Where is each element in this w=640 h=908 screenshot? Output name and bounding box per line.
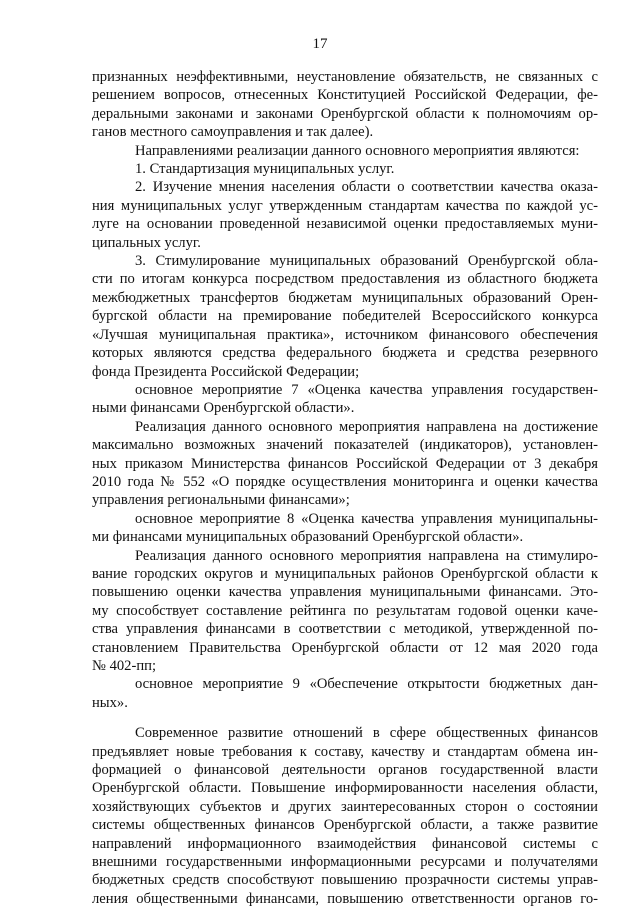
text-line: основное мероприятие 9 «Обеспечение открытости бюджетных дан- [135, 676, 598, 693]
text-line: направлений информационного взаимодействия финансовой системы с [92, 835, 598, 852]
text-line: бургской области на премирование победителей Всероссийского конкурса [92, 308, 598, 325]
paragraph-measure-8-implementation [92, 547, 598, 676]
text-line: 1. Стандартизация муниципальных услуг. [135, 161, 395, 178]
text-line: № 402-пп; [92, 658, 156, 674]
text-line: ганов местного самоуправления и так далее). [92, 124, 374, 141]
text-line: управления региональными финансами»; [92, 492, 350, 509]
text-line: системы общественных финансов Оренбургской области, а также развитие [92, 817, 598, 834]
text-line: ми финансами муниципальных образований Оренбургской области». [92, 529, 524, 546]
text-line: вание городских округов и муниципальных районов Оренбургской области к [92, 565, 598, 582]
text-line: решением вопросов, отнесенных Конституцией Российской Федерации, фе- [92, 87, 598, 104]
page-number: 17 [312, 36, 328, 52]
text-line: бюджетных средств способствуют повышению прозрачности системы управ- [92, 872, 598, 889]
paragraph-directions-intro [92, 142, 598, 160]
paragraph-measure-9 [92, 675, 598, 712]
text-line: ных». [92, 694, 128, 711]
text-line: Реализация данного основного мероприятия направлена на стимулиро- [135, 547, 598, 564]
text-line: деральными законами и законами Оренбургской области к полномочиям ор- [92, 105, 598, 122]
text-line: основное мероприятие 8 «Оценка качества управления муниципальны- [135, 510, 598, 527]
text-line: Реализация данного основного мероприятия направлена на достижение [135, 418, 598, 435]
body-text [92, 68, 598, 908]
text-line: ными финансами Оренбургской области». [92, 400, 355, 417]
text-line: основное мероприятие 7 «Оценка качества управления государствен- [135, 381, 598, 398]
paragraph-measure-8 [92, 510, 598, 547]
text-line: повышению оценки качества управления муниципальными финансами. Это- [92, 584, 598, 601]
text-line: межбюджетных трансфертов бюджетам муниципальных образований Орен- [92, 289, 598, 306]
text-line: луге на основании проведенной независимой оценки предоставляемых муни- [92, 216, 598, 233]
text-line: 3. Стимулирование муниципальных образований Оренбургской обла- [135, 253, 598, 270]
paragraph-item-1 [92, 160, 598, 178]
text-line: Направлениями реализации данного основного мероприятия являются: [135, 142, 580, 159]
text-line: формацией о финансовой деятельности органов государственной власти [92, 762, 598, 779]
text-line: предъявляет новые требования к составу, качеству и стандартам обмена ин- [92, 743, 598, 760]
text-line: сти по итогам конкурса посредством предоставления из областного бюджета [92, 271, 598, 288]
text-line: ных приказом Министерства финансов Российской Федерации от 3 декабря [92, 455, 598, 472]
text-line: фонда Президента Российской Федерации; [92, 363, 360, 380]
text-line: Современное развитие отношений в сфере общественных финансов [135, 725, 598, 742]
text-line: внешними государственными информационными ресурсами и получателями [92, 854, 598, 871]
text-line: ципальных услуг. [92, 234, 201, 251]
text-line: му способствует составление рейтинга по результатам годовой оценки каче- [92, 602, 598, 619]
paragraph-spacer [92, 712, 598, 724]
paragraph-measure-7-implementation [92, 418, 598, 510]
text-line: «Лучшая муниципальная практика», источником финансового обеспечения [92, 326, 598, 343]
text-line: Оренбургской области. Повышение информированности населения области, [92, 780, 598, 797]
text-line: максимально возможных значений показателей (индикаторов), установлен- [92, 437, 598, 454]
paragraph-measure-7 [92, 381, 598, 418]
text-line: становлением Правительства Оренбургской области от 12 мая 2020 года [92, 639, 598, 656]
text-line: ния муниципальных услуг утвержденным стандартам качества по каждой ус- [92, 197, 598, 214]
text-line: ства управления финансами в соответствии с методикой, утвержденной по- [92, 621, 598, 638]
text-line: 2010 года № 552 «О порядке осуществления мониторинга и оценки качества [92, 473, 598, 490]
text-line: ления общественными финансами, повышению ответственности органов го- [92, 890, 598, 907]
paragraph-continuation [92, 68, 598, 142]
paragraph-item-3 [92, 252, 598, 381]
paragraph-item-2 [92, 178, 598, 252]
text-line: признанных неэффективными, неустановление обязательств, не связанных с [92, 69, 598, 85]
text-line: хозяйствующих субъектов и других заинтересованных сторон о состоянии [92, 798, 598, 815]
text-line: которых являются средства федерального бюджета и средства резервного [92, 345, 598, 362]
paragraph-public-finance [92, 724, 598, 908]
text-line: 2. Изучение мнения населения области о соответствии качества оказа- [135, 179, 598, 196]
